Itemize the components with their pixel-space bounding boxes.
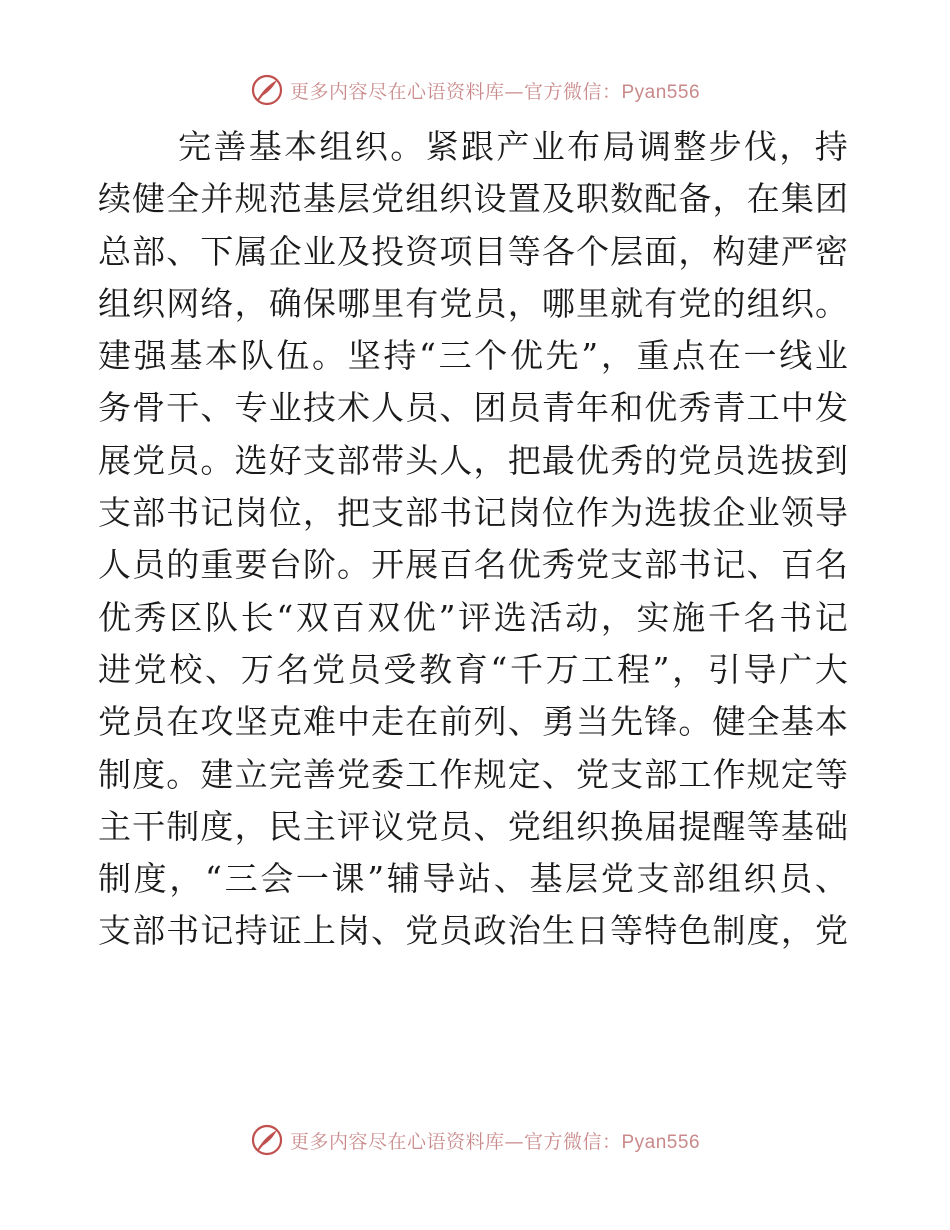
paragraph-line: 总 部 、 下 属 企 业 及 投 资 项 目 等 各 个 层 面 ， 构 建 严 密 bbox=[98, 231, 848, 271]
paragraph-line: 人 员 的 重 要 台 阶 。 开 展 百 名 优 秀 党 支 部 书 记 、 百 名 bbox=[98, 545, 848, 585]
paragraph-line: 主 干 制 度 ， 民 主 评 议 党 员 、 党 组 织 换 届 提 醒 等 基 础 bbox=[98, 806, 848, 846]
quill-logo-icon bbox=[250, 1123, 284, 1157]
quill-logo-icon bbox=[250, 73, 284, 107]
header-watermark bbox=[0, 70, 950, 110]
footer-watermark bbox=[0, 1120, 950, 1160]
paragraph bbox=[98, 121, 848, 958]
paragraph-line: 完 善 基 本 组 织 。 紧 跟 产 业 布 局 调 整 步 伐 ， 持 bbox=[178, 127, 848, 166]
paragraph-line: 进 党 校 、 万 名 党 员 受 教 育 “ 千 万 工 程 ” ， 引 导 广 大 bbox=[98, 649, 848, 689]
watermark-text: 更多内容尽在心语资料库—官方微信：Pyan556 bbox=[289, 80, 701, 103]
paragraph-line: 组 织 网 络 ， 确 保 哪 里 有 党 员 ， 哪 里 就 有 党 的 组 织 。 bbox=[98, 283, 848, 323]
paragraph-line: 党 员 在 攻 坚 克 难 中 走 在 前 列 、 勇 当 先 锋 。 健 全 基 本 bbox=[98, 702, 848, 742]
paragraph-line: 支 部 书 记 持 证 上 岗 、 党 员 政 治 生 日 等 特 色 制 度 ， 党 bbox=[98, 911, 848, 951]
paragraph-line: 制 度 。 建 立 完 善 党 委 工 作 规 定 、 党 支 部 工 作 规 定 等 bbox=[98, 754, 848, 794]
paragraph-line: 展 党 员 。 选 好 支 部 带 头 人 ， 把 最 优 秀 的 党 员 选 拔 到 bbox=[98, 440, 848, 480]
paragraph-line: 支 部 书 记 岗 位 ， 把 支 部 书 记 岗 位 作 为 选 拔 企 业 领 导 bbox=[98, 493, 848, 533]
paragraph-line: 制 度 ， “ 三 会 一 课 ” 辅 导 站 、 基 层 党 支 部 组 织 员 、 bbox=[98, 859, 848, 899]
paragraph-line: 务 骨 干 、 专 业 技 术 人 员 、 团 员 青 年 和 优 秀 青 工 中 发 bbox=[98, 388, 848, 428]
paragraph-line: 优 秀 区 队 长 “ 双 百 双 优 ” 评 选 活 动 ， 实 施 千 名 书 记 bbox=[98, 597, 848, 637]
watermark-text: 更多内容尽在心语资料库—官方微信：Pyan556 bbox=[289, 1130, 701, 1153]
paragraph-line: 建 强 基 本 队 伍 。 坚 持 “ 三 个 优 先 ” ， 重 点 在 一 线 业 bbox=[98, 336, 848, 376]
paragraph-line: 续 健 全 并 规 范 基 层 党 组 织 设 置 及 职 数 配 备 ， 在 集 团 bbox=[98, 179, 848, 219]
